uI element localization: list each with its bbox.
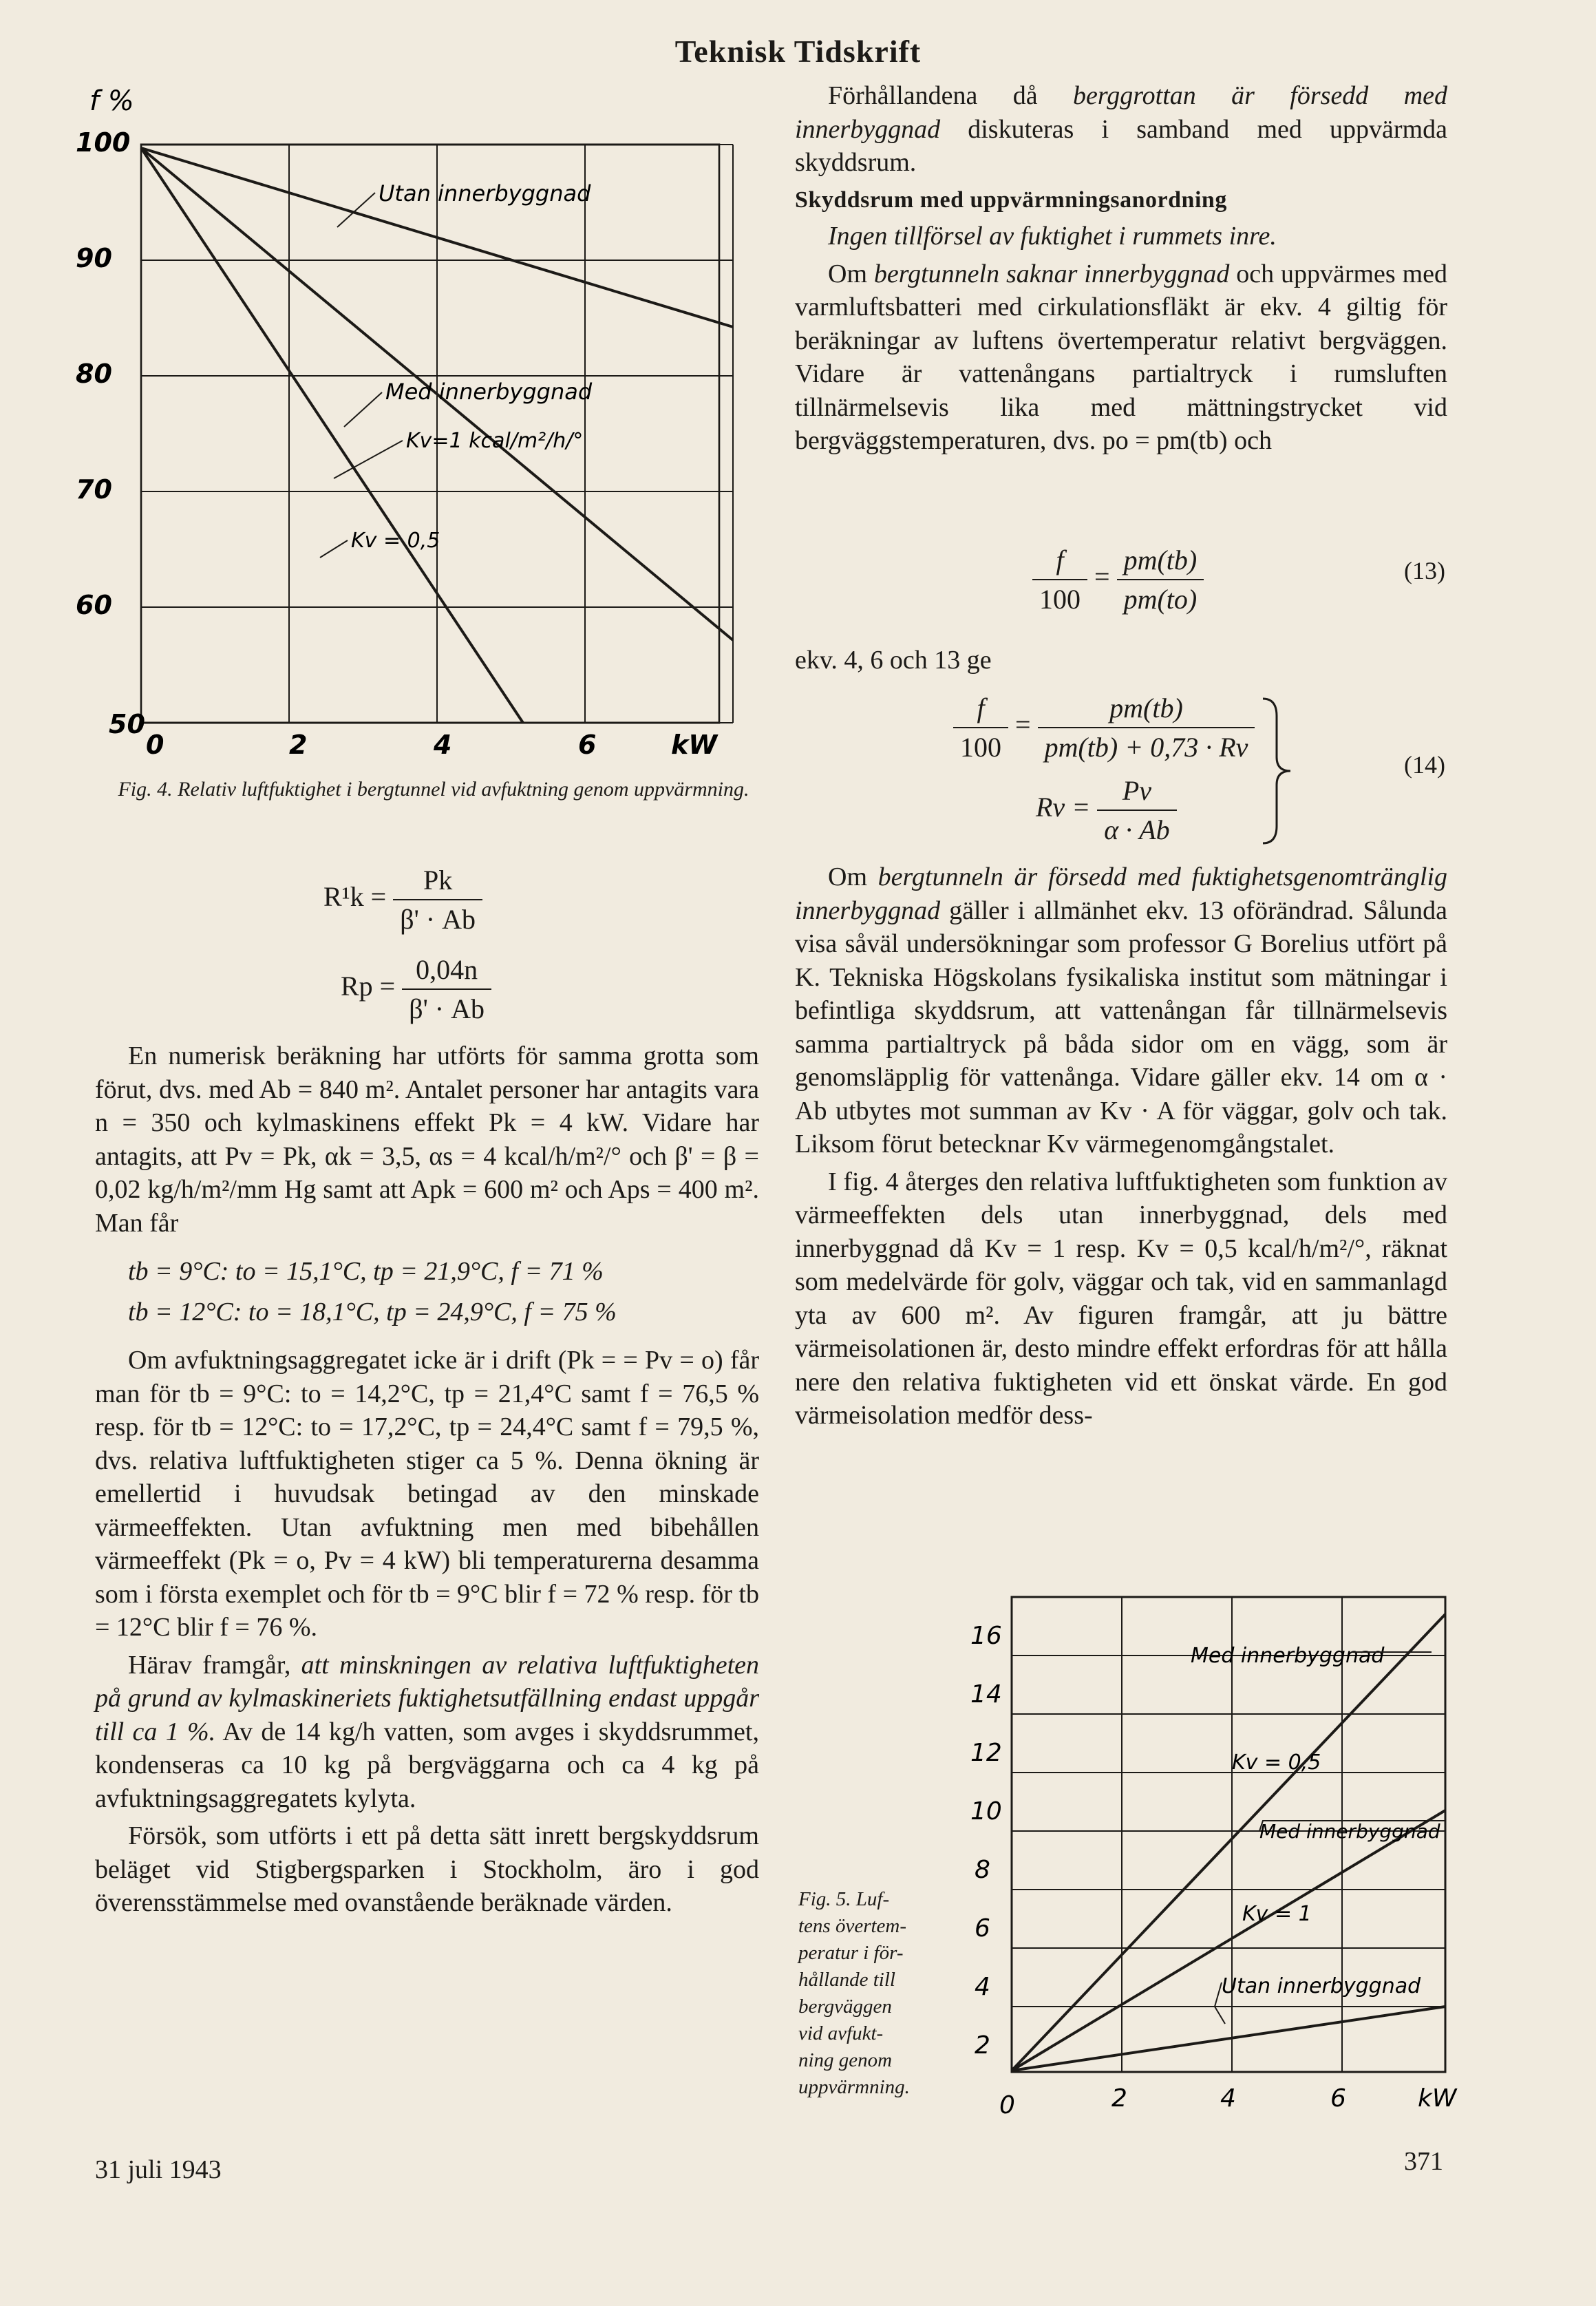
- left-paragraph: Försök, som utförts i ett på detta sätt inrett bergskyddsrum beläget vid Stigbergsparken i Stockholm, äro i god överensstämmelse med ovanstående beräknade värden.: [95, 1821, 759, 1917]
- fig5-ytick: 2: [975, 2031, 990, 2060]
- left-calc-1: tb = 9°C: to = 15,1°C, tp = 21,9°C, f = 71 %: [128, 1257, 604, 1286]
- left-paragraph: Härav framgår, att minskningen av relativa luftfuktigheten på grund av kylmaskineriets fuktighetsutfällning endast uppgår till ca 1 %. Av de 14 kg/h vatten, som avges i skyddsrummet, kondenseras ca 10 kg på bergväggarna och ca 4 kg på avfuktningsaggregatets kylyta.: [95, 1650, 759, 1813]
- eq-r1k-num: Pk: [423, 865, 453, 896]
- fig5-x-unit: kW: [1418, 2084, 1457, 2113]
- fig4-label-utan: Utan innerbyggnad: [379, 180, 591, 207]
- fig5-caption: Fig. 5. Luf- tens övertem- peratur i för- hållande till bergväggen vid avfukt- ning genom uppvärmning.: [798, 1888, 910, 2098]
- fig5-xtick: 2: [1111, 2084, 1127, 2113]
- eq-r1k-den: β' · Ab: [393, 899, 482, 935]
- fig5-ytick: 4: [975, 1973, 990, 2001]
- left-calc-2: tb = 12°C: to = 18,1°C, tp = 24,9°C, f = 75 %: [128, 1297, 617, 1326]
- fig5-xtick: 0: [999, 2091, 1015, 2119]
- left-paragraph: Om avfuktningsaggregatet icke är i drift (Pk = = Pv = o) får man för tb = 9°C: to = 14,2°C, tp = 21,4°C samt f = 76,5 % resp. för tb = 12°C: to = 17,2°C, tp = 24,4°C samt f = 79,5 %, dvs. relativa luftfuktigheten stiger ca 5 %. Denna ökning är emellertid i huvudsak betingad av den minskade värmeeffekten. Utan avfuktning men med bibehållen värmeeffekt (Pk = o, Pv = 4 kW) bli temperaturerna desamma som i första exemplet och för tb = 9°C blir f = 72 % resp. för tb = 12°C blir f = 76 %.: [95, 1346, 759, 1642]
- footer-date: 31 juli 1943: [95, 2155, 222, 2184]
- fig5-curve-utan: [1012, 2007, 1445, 2071]
- eq-13-number: (13): [1404, 557, 1445, 584]
- fig4-chart: [69, 83, 778, 771]
- fig5-label-med-mid: Med innerbyggnad: [1259, 1820, 1440, 1843]
- eq-rp-num: 0,04n: [416, 954, 478, 985]
- fig4-xtick: 0: [146, 730, 164, 760]
- fig4-label-kv1: Kv=1 kcal/m²/h/°: [406, 429, 584, 453]
- fig4-caption: Fig. 4. Relativ luftfuktighet i bergtunnel vid avfuktning genom uppvärmning.: [118, 778, 749, 801]
- right-column-bottom: [795, 860, 1447, 1437]
- fig4-ytick: 100: [76, 127, 131, 158]
- fig5-curve-kv1: [1012, 1810, 1445, 2071]
- fig5-label-kv1: Kv = 1: [1242, 1902, 1312, 1926]
- fig5-xtick: 6: [1330, 2084, 1346, 2113]
- fig4-ytick: 90: [76, 243, 112, 273]
- fig5-ytick: 14: [970, 1680, 1002, 1709]
- fig4-xtick: 4: [434, 730, 452, 760]
- fig4-ytick: 50: [109, 709, 145, 739]
- eq-rp: [341, 953, 491, 1025]
- right-paragraph: Om bergtunneln är försedd med fuktighetsgenomtränglig innerbyggnad gäller i allmänhet ekv. 13 oförändrad. Sålunda visa såväl undersökningar som professor G Borelius utfört på K. Tekniska Högskolans fysikaliska institut som mätningar i befintliga skyddsrum, att vattenångan får tillnärmelsevis samma partialtryck på båda sidor om en vägg, som är genomsläpplig för vattenånga. Vidare gäller ekv. 14 om α · Ab utbytes mot summan av Kv · A för väggar, golv och tak. Liksom förut betecknar Kv värmegenomgångstalet.: [795, 863, 1448, 1159]
- eq-r1k-lhs: R¹k =: [323, 881, 387, 913]
- fig5-label-utan: Utan innerbyggnad: [1222, 1974, 1421, 1998]
- fig4-ytick: 60: [76, 590, 112, 620]
- fig4-x-unit: kW: [671, 730, 718, 760]
- journal-header: Teknisk Tidskrift: [674, 34, 922, 69]
- right-mid-text: ekv. 4, 6 och 13 ge: [795, 646, 992, 675]
- fig5-ytick: 8: [975, 1856, 990, 1884]
- eq-14a: $\frac{f}{100}$ = $\frac{pm(tb)}{pm(tb) + 0,73 \cdot Rv}$: [953, 692, 1255, 763]
- fig5-chart: [950, 1583, 1473, 2141]
- fig5-ytick: 12: [970, 1739, 1002, 1767]
- fig5-ytick: 6: [975, 1914, 990, 1943]
- eq-14-brace: [1259, 695, 1294, 847]
- fig5-xtick: 4: [1220, 2084, 1236, 2113]
- right-column-top: [795, 79, 1447, 462]
- right-paragraph: Om bergtunneln saknar innerbyggnad och uppvärmes med varmluftsbatteri med cirkulationsfläkt är ekv. 4 giltig för beräkningar av luftens övertemperatur relativt bergväggen. Vidare är vattenångans partialtryck i rumsluften tillnärmelsevis lika med mättningstrycket vid bergväggstemperaturen, dvs. po = pm(tb) och: [795, 259, 1448, 455]
- fig4-ytick: 70: [76, 474, 112, 505]
- section-subheading: Ingen tillförsel av fuktighet i rummets inre.: [828, 222, 1277, 251]
- fig4-xtick: 6: [578, 730, 597, 760]
- fig4-ytick: 80: [76, 359, 112, 389]
- right-paragraph: Förhållandena då berggrottan är försedd med innerbyggnad diskuteras i samband med uppvärmda skyddsrum.: [795, 81, 1448, 177]
- section-heading: Skyddsrum med uppvärmningsanordning: [795, 187, 1227, 213]
- fig5-ytick: 16: [970, 1622, 1002, 1650]
- fig5-label-med-top: Med innerbyggnad: [1191, 1644, 1385, 1668]
- left-column: [95, 1039, 759, 1924]
- eq-14-number: (14): [1404, 751, 1445, 779]
- footer-page-number: 371: [1404, 2147, 1443, 2176]
- fig4-xtick: 2: [289, 730, 308, 760]
- eq-14b: Rv = $\frac{Pv}{\alpha \cdot Ab}$: [1036, 774, 1177, 846]
- fig5-label-kv05: Kv = 0,5: [1232, 1750, 1321, 1775]
- fig5-ytick: 10: [970, 1797, 1002, 1826]
- eq-rp-lhs: Rp =: [341, 971, 396, 1002]
- eq-rp-den: β' · Ab: [402, 988, 491, 1025]
- eq-r1k: [323, 864, 482, 935]
- fig4-label-kv05: Kv = 0,5: [351, 529, 440, 553]
- fig4-label-med: Med innerbyggnad: [385, 379, 593, 405]
- eq-13: $\frac{f}{100}$ = $\frac{pm(tb)}{pm(to)}$: [1032, 544, 1204, 615]
- right-paragraph: I fig. 4 återges den relativa luftfuktigheten som funktion av värmeeffekten dels utan innerbyggnad, dels med innerbyggnad då Kv = 1 resp. Kv = 0,5 kcal/h/m²/°, räknat som medelvärde för golv, väggar och tak, vid en sammanlagd yta av 600 m². Av figuren framgår, att ju bättre värmeisolationen är, desto mindre effekt erfordras för att hålla nere den relativa fuktigheten vid ett önskat värde. En god värmeisolation medför dess-: [795, 1167, 1447, 1430]
- fig4-y-label: f %: [89, 85, 134, 117]
- left-paragraph: En numerisk beräkning har utförts för samma grotta som förut, dvs. med Ab = 840 m². Antalet personer har antagits vara n = 350 och kylmaskinens effekt Pk = 4 kW. Vidare har antagits, att Pv = Pk, αk = 3,5, αs = 4 kcal/h/m²/° och β' = β = 0,02 kg/h/m²/mm Hg samt att Apk = 600 m² och Aps = 400 m². Man får: [95, 1041, 759, 1238]
